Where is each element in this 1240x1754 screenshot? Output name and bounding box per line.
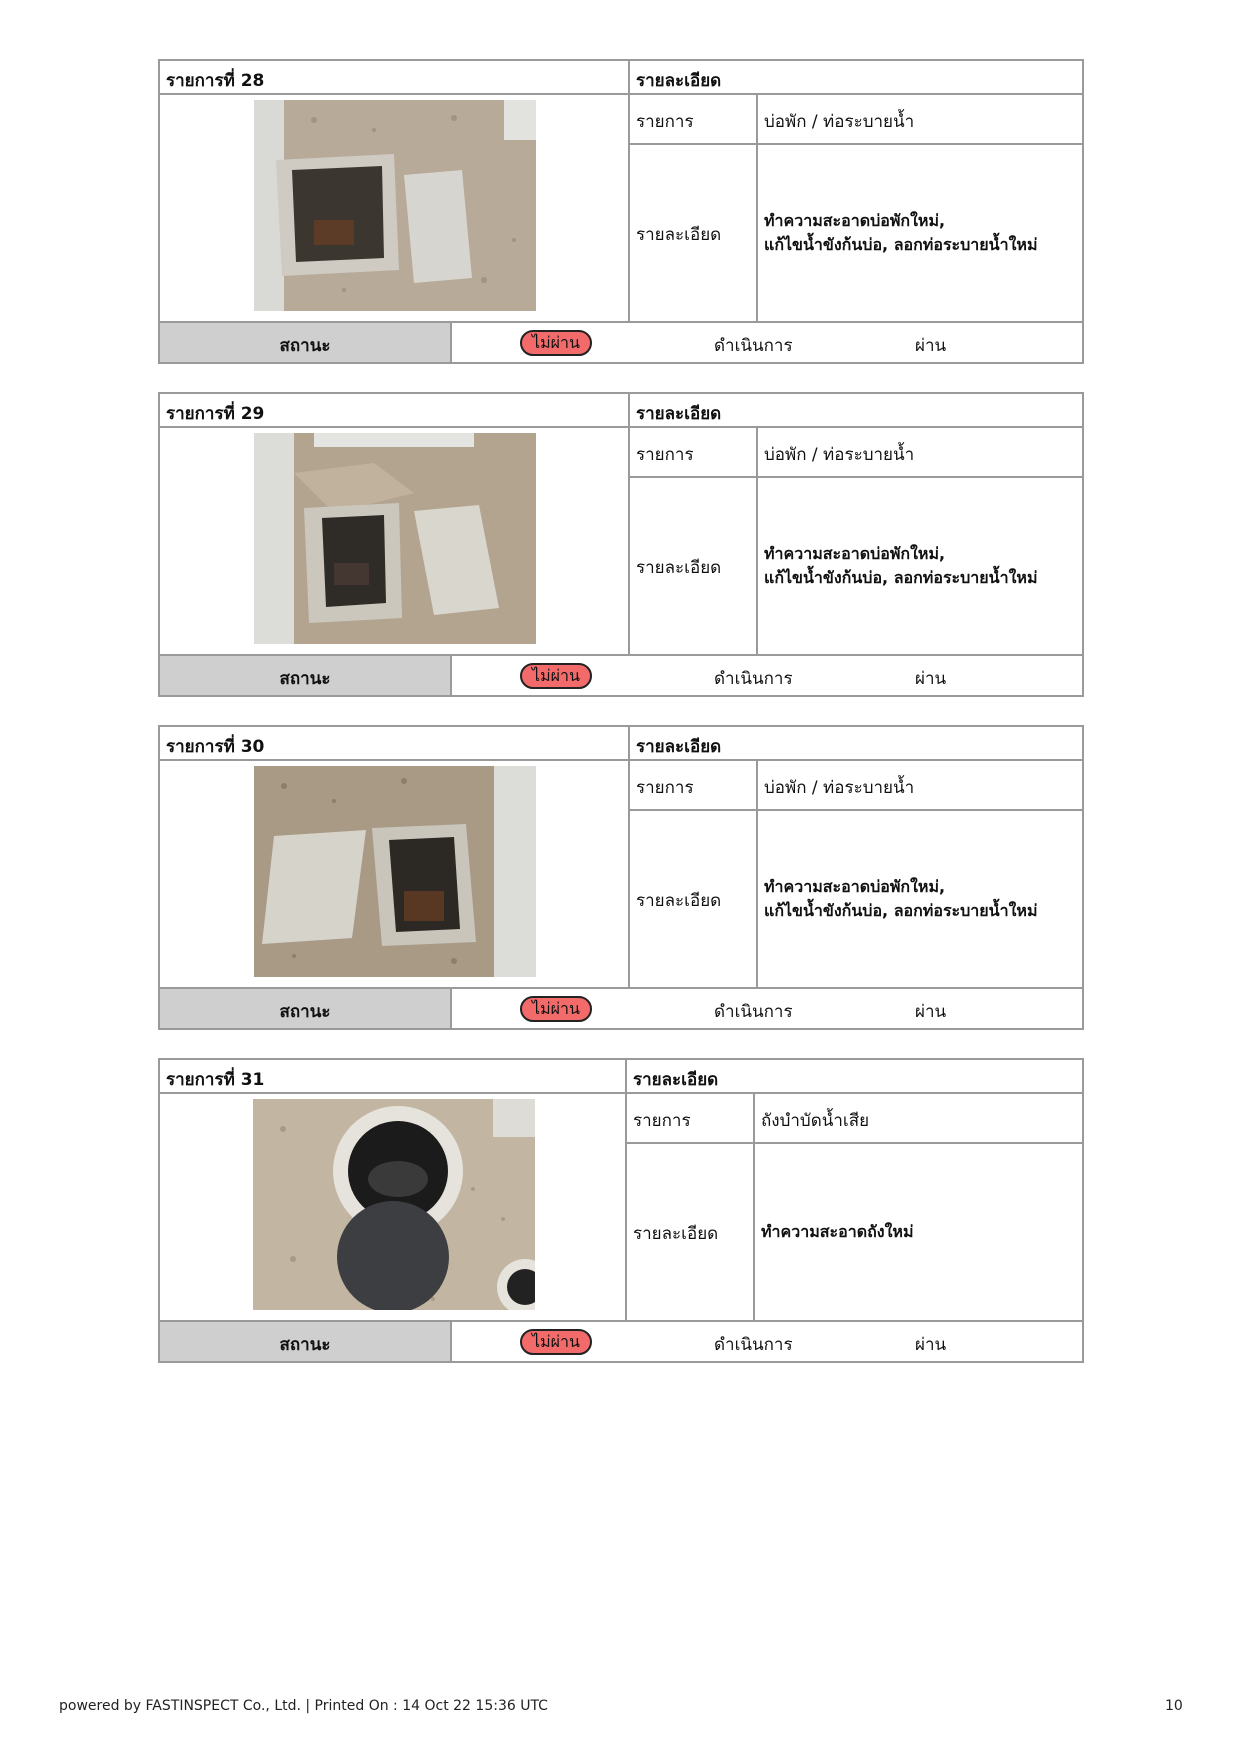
status-pass-option[interactable]: ผ่าน [915, 336, 947, 356]
inspection-card-30 [158, 725, 1084, 1030]
status-row [160, 987, 1082, 1028]
status-in-progress-option[interactable]: ดำเนินการ [714, 1002, 793, 1022]
status-row [160, 654, 1082, 695]
item-label: รายการ [627, 1094, 755, 1144]
drainage-pit-photo[interactable] [254, 433, 536, 644]
item-title: รายการที่ 28 [160, 61, 630, 95]
detail-line: ทำความสะอาดบ่อพักใหม่, [764, 211, 946, 230]
status-in-progress-option[interactable]: ดำเนินการ [714, 669, 793, 689]
detail-label: รายละเอียด [630, 145, 758, 321]
detail-line: ทำความสะอาดถังใหม่ [761, 1222, 914, 1241]
status-pass-option[interactable]: ผ่าน [915, 1002, 947, 1022]
detail-header: รายละเอียด [630, 394, 1082, 428]
photo-cell [160, 95, 630, 321]
detail-label: รายละเอียด [630, 811, 758, 987]
status-fail-option[interactable]: ไม่ผ่าน [520, 330, 592, 356]
item-title: รายการที่ 29 [160, 394, 630, 428]
drainage-pit-photo[interactable] [254, 100, 536, 311]
status-fail-option[interactable]: ไม่ผ่าน [520, 1329, 592, 1355]
detail-value [758, 811, 1082, 987]
status-in-progress-option[interactable]: ดำเนินการ [714, 1335, 793, 1355]
status-label: สถานะ [160, 1322, 452, 1361]
item-value: บ่อพัก / ท่อระบายน้ำ [758, 428, 1082, 478]
status-row [160, 1320, 1082, 1361]
status-fail-option[interactable]: ไม่ผ่าน [520, 996, 592, 1022]
detail-line: แก้ไขน้ำขังก้นบ่อ, ลอกท่อระบายน้ำใหม่ [764, 568, 1038, 587]
photo-cell [160, 761, 630, 987]
status-row [160, 321, 1082, 362]
page-number: 10 [1165, 1698, 1183, 1714]
item-title: รายการที่ 30 [160, 727, 630, 761]
detail-value [758, 478, 1082, 654]
photo-cell [160, 1094, 627, 1320]
septic-tank-photo[interactable] [253, 1099, 535, 1310]
drainage-pit-photo[interactable] [254, 766, 536, 977]
detail-value [755, 1144, 1082, 1320]
status-label: สถานะ [160, 656, 452, 695]
photo-cell [160, 428, 630, 654]
detail-value [758, 145, 1082, 321]
detail-header: รายละเอียด [630, 61, 1082, 95]
item-value: ถังบำบัดน้ำเสีย [755, 1094, 1082, 1144]
item-value: บ่อพัก / ท่อระบายน้ำ [758, 95, 1082, 145]
status-fail-option[interactable]: ไม่ผ่าน [520, 663, 592, 689]
inspection-card-28 [158, 59, 1084, 364]
detail-line: แก้ไขน้ำขังก้นบ่อ, ลอกท่อระบายน้ำใหม่ [764, 901, 1038, 920]
item-value: บ่อพัก / ท่อระบายน้ำ [758, 761, 1082, 811]
inspection-card-29 [158, 392, 1084, 697]
footer-credit: powered by FASTINSPECT Co., Ltd. | Printed On : 14 Oct 22 15:36 UTC [59, 1698, 548, 1714]
item-label: รายการ [630, 428, 758, 478]
detail-line: แก้ไขน้ำขังก้นบ่อ, ลอกท่อระบายน้ำใหม่ [764, 235, 1038, 254]
item-title: รายการที่ 31 [160, 1060, 627, 1094]
status-pass-option[interactable]: ผ่าน [915, 1335, 947, 1355]
inspection-card-31 [158, 1058, 1084, 1363]
detail-label: รายละเอียด [627, 1144, 755, 1320]
item-label: รายการ [630, 761, 758, 811]
status-pass-option[interactable]: ผ่าน [915, 669, 947, 689]
detail-label: รายละเอียด [630, 478, 758, 654]
status-in-progress-option[interactable]: ดำเนินการ [714, 336, 793, 356]
status-label: สถานะ [160, 989, 452, 1028]
detail-header: รายละเอียด [627, 1060, 1082, 1094]
status-label: สถานะ [160, 323, 452, 362]
detail-line: ทำความสะอาดบ่อพักใหม่, [764, 877, 946, 896]
detail-header: รายละเอียด [630, 727, 1082, 761]
detail-line: ทำความสะอาดบ่อพักใหม่, [764, 544, 946, 563]
item-label: รายการ [630, 95, 758, 145]
